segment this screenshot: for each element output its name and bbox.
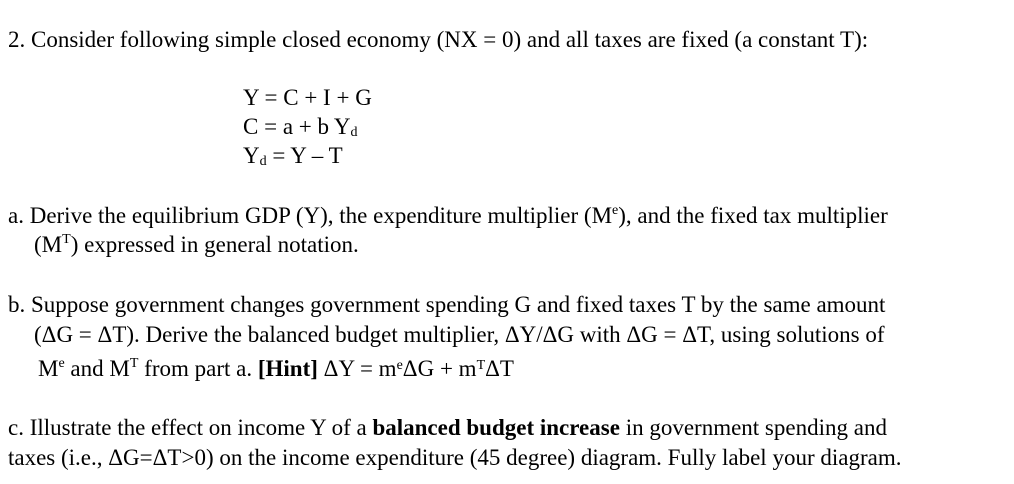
part-c-line-2 [8, 444, 901, 472]
question-intro [8, 26, 868, 54]
equation-3-rhs: Y – T [290, 143, 343, 168]
equation-2 [243, 113, 358, 141]
question-intro-text: 2. Consider following simple closed economy (NX = 0) and all taxes are fixed (a constant T): [8, 27, 869, 52]
part-b-text-2: (ΔG = ΔT). Derive the balanced budget multiplier, ΔY/ΔG with ΔG = ΔT, using solutions of [34, 322, 885, 347]
part-a-sup-e: e [612, 203, 619, 218]
part-c-line-1 [8, 414, 887, 442]
part-c-text-1-start: c. Illustrate the effect on income Y of a [8, 415, 373, 440]
part-a-text-1: a. Derive the equilibrium GDP (Y), the expenditure multiplier (M [8, 203, 613, 228]
part-c-text-1-end: in government spending and [619, 415, 887, 440]
hint-label: [Hint] [257, 356, 318, 381]
equation-3 [243, 142, 343, 170]
part-a-text-2-start: (M [34, 232, 63, 257]
part-a-text-1-end: ), and the fixed tax multiplier [618, 203, 888, 228]
part-a-text-2-end: ) expressed in general notation. [70, 232, 359, 257]
part-b-from-part-a: from part a. [138, 356, 258, 381]
part-b-line-1 [8, 291, 885, 319]
equation-3-equals: = [266, 143, 291, 168]
part-b-text-1: b. Suppose government changes government spending G and fixed taxes T by the same amount [8, 292, 886, 317]
part-a-line-1 [8, 202, 888, 230]
hint-sup-t: T [476, 358, 486, 373]
equation-2-rhs-subscript: d [350, 125, 358, 140]
part-b-line-2 [34, 321, 884, 349]
part-b-line-3 [38, 352, 514, 383]
part-a-sup-t: T [62, 232, 71, 247]
part-a-line-2 [34, 231, 359, 259]
equation-3-lhs-subscript: d [259, 154, 267, 169]
part-b-m: M [38, 356, 59, 381]
part-b-and-m: and M [64, 356, 130, 381]
equation-1-rhs: C + I + G [283, 85, 372, 110]
hint-formula-c: ΔT [485, 356, 514, 381]
equation-2-equals: = [258, 114, 283, 139]
part-c-bold-phrase: balanced budget increase [372, 415, 620, 440]
part-c-text-2: taxes (i.e., ΔG=ΔT>0) on the income expenditure (45 degree) diagram. Fully label your diagram. [8, 445, 902, 470]
equation-2-rhs: a + b Y [282, 114, 351, 139]
equation-1-equals: = [258, 85, 284, 110]
hint-formula-b: ΔG + m [402, 356, 477, 381]
equation-3-lhs: Y [243, 143, 260, 168]
hint-sup-e: e [396, 358, 403, 373]
equation-1-lhs: Y [243, 85, 259, 110]
equation-2-lhs: C [243, 114, 259, 139]
equation-1 [243, 84, 372, 112]
part-b-sup-e: e [58, 356, 65, 371]
part-b-sup-t: T [129, 356, 139, 371]
hint-formula-a: ΔY = m [317, 356, 397, 381]
